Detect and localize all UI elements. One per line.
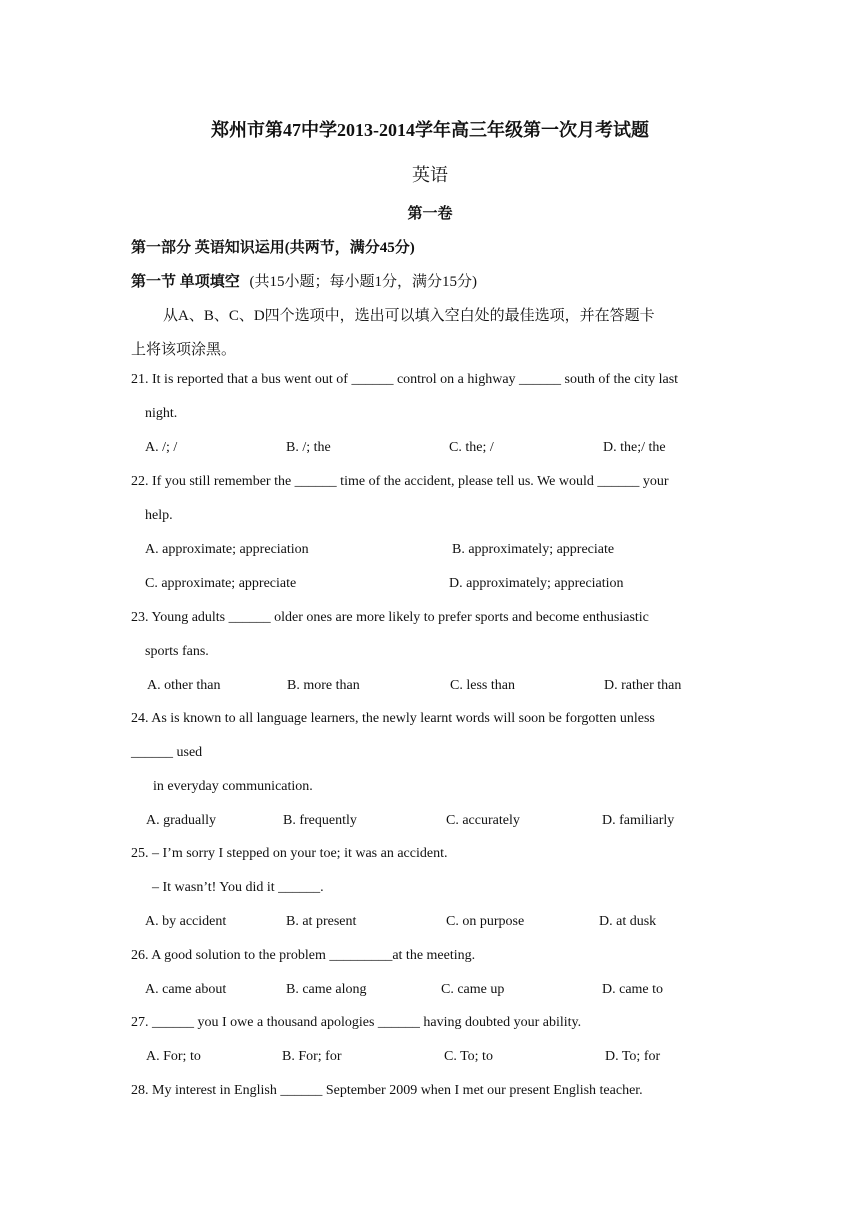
subject-title: 英语 [412,165,448,185]
question-27-option-d: D. To; for [605,1049,661,1064]
question-25-text: 25. – I’m sorry I stepped on your toe; it was an accident. [131,846,448,861]
question-24-option-d: D. familiarly [602,813,675,828]
question-25-option-a: A. by accident [145,914,227,929]
question-24-text-cont: ______ used [131,745,203,760]
question-22-text: 22. If you still remember the ______ time of the accident, please tell us. We would ______ your [131,474,669,489]
volume-heading: 第一卷 [407,206,453,222]
question-21-option-d: D. the;/ the [603,440,666,455]
question-24-option-c: C. accurately [446,813,520,828]
part-heading: 第一部分 英语知识运用(共两节，满分45分) [131,240,415,256]
question-21-text: 21. It is reported that a bus went out of ______ control on a highway ______ south of the city last [131,372,679,387]
instruction-line-2: 上将该项涂黑。 [131,342,237,358]
question-26-text: 26. A good solution to the problem _________at the meeting. [131,948,476,963]
question-22-option-a: A. approximate; appreciation [145,542,309,557]
question-22-option-b: B. approximately; appreciate [452,542,615,557]
question-27-option-b: B. For; for [282,1049,342,1064]
question-21-text-cont: night. [145,406,178,421]
question-26-option-c: C. came up [441,982,505,997]
question-27-text: 27. ______ you I owe a thousand apologies ______ having doubted your ability. [131,1015,582,1030]
question-27-option-a: A. For; to [146,1049,201,1064]
question-25-option-c: C. on purpose [446,914,525,929]
section-info: (共15小题；每小题1分，满分15分) [249,274,478,290]
question-21-option-a: A. /; / [145,440,178,455]
question-23-option-a: A. other than [147,678,221,693]
question-24-option-b: B. frequently [283,813,357,828]
question-25-option-b: B. at present [286,914,357,929]
question-28-text: 28. My interest in English ______ September 2009 when I met our present English teacher. [131,1083,643,1098]
question-22-text-cont: help. [145,508,173,523]
question-25-text-cont: – It wasn’t! You did it ______. [152,880,324,895]
question-23-option-d: D. rather than [604,678,682,693]
question-24-text-cont-2: in everyday communication. [153,779,313,794]
question-26-option-b: B. came along [286,982,367,997]
question-24-text: 24. As is known to all language learners, the newly learnt words will soon be forgotten unless [131,711,655,726]
question-23-text-cont: sports fans. [145,644,209,659]
question-22-option-d: D. approximately; appreciation [449,576,624,591]
question-27-option-c: C. To; to [444,1049,493,1064]
question-26-option-a: A. came about [145,982,227,997]
question-24-option-a: A. gradually [146,813,216,828]
section-heading [131,270,477,291]
question-23-option-b: B. more than [287,678,360,693]
question-21-option-c: C. the; / [449,440,494,455]
instruction-line-1: 从A、B、C、D四个选项中，选出可以填入空白处的最佳选项，并在答题卡 [163,308,655,324]
question-22-option-c: C. approximate; appreciate [145,576,297,591]
question-21-option-b: B. /; the [286,440,331,455]
section-label: 第一节 单项填空 [131,274,240,290]
exam-title: 郑州市第47中学2013-2014学年高三年级第一次月考试题 [211,120,649,140]
question-26-option-d: D. came to [602,982,664,997]
question-23-text: 23. Young adults ______ older ones are more likely to prefer sports and become enthusiastic [131,610,649,625]
question-23-option-c: C. less than [450,678,515,693]
question-25-option-d: D. at dusk [599,914,657,929]
